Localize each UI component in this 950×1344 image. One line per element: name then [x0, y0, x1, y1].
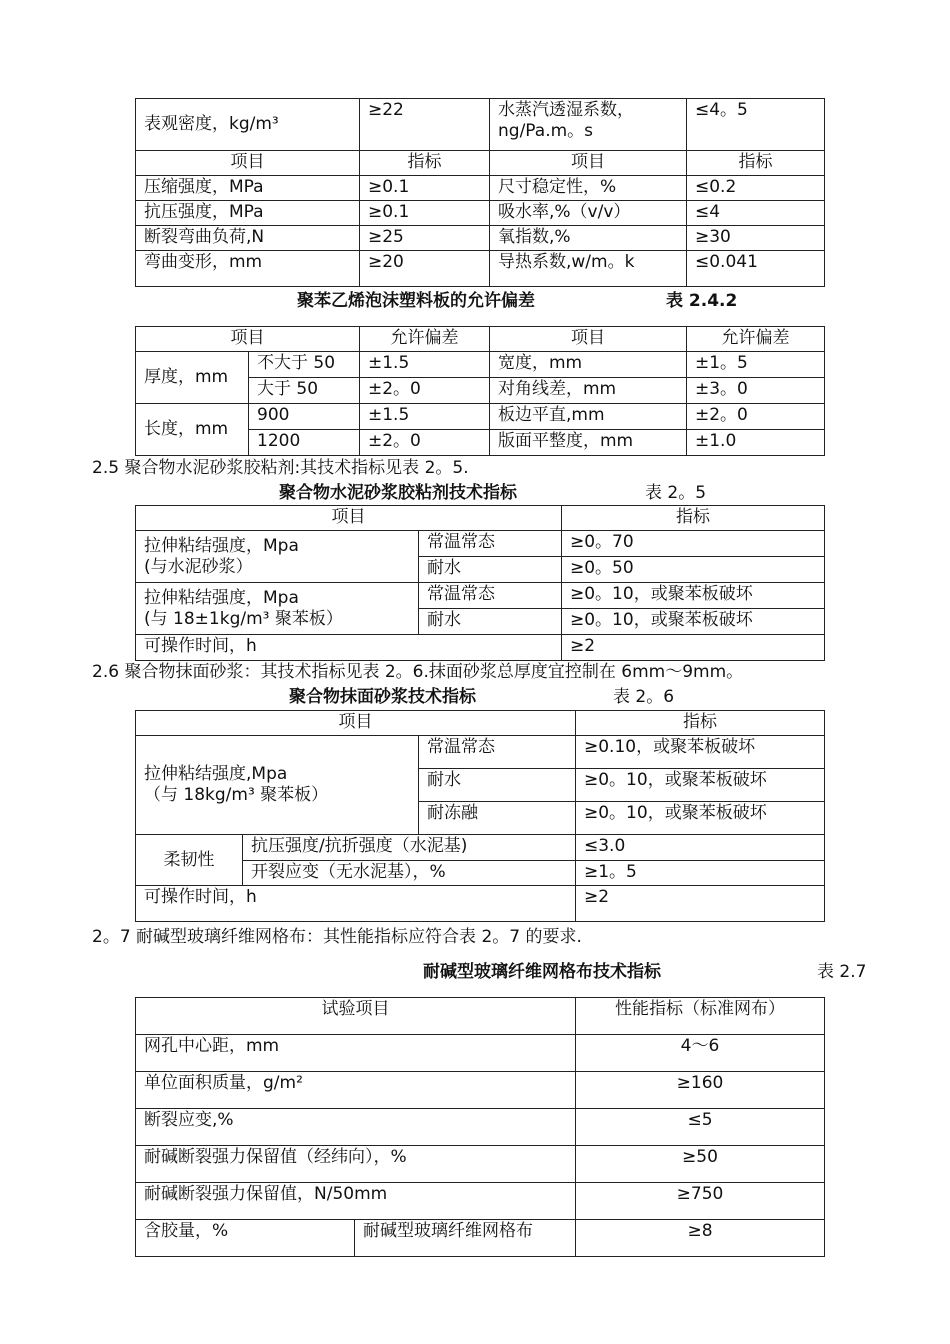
table-row: [136, 736, 825, 769]
cell: 耐冻融: [419, 802, 576, 835]
cell: ≥160: [576, 1072, 825, 1109]
table-row: [136, 251, 825, 287]
header-cell: 项目: [490, 327, 687, 352]
cell: 版面平整度，mm: [490, 430, 687, 456]
paragraph-2-5: 2.5 聚合物水泥砂浆胶粘剂:其技术指标见表 2。5.: [92, 458, 469, 478]
cell: ±2。0: [687, 404, 825, 430]
cell: 常温常态: [419, 583, 562, 609]
table-row: [136, 583, 825, 609]
cell: ≥0。50: [562, 557, 825, 583]
cell: 导热系数,w/m。k: [490, 251, 687, 287]
cell: 吸水率,%（v/v）: [490, 201, 687, 226]
cell: 尺寸稳定性，%: [490, 176, 687, 201]
insulation-board-properties-table: [135, 98, 825, 287]
cell: 常温常态: [419, 736, 576, 769]
cell: ≥0。70: [562, 531, 825, 557]
header-cell: 指标: [360, 151, 490, 176]
cell: 耐碱型玻璃纤维网格布: [355, 1220, 576, 1257]
cell: 水蒸汽透湿系数， ng/Pa.m。s: [490, 99, 687, 151]
cell: ±3。0: [687, 378, 825, 404]
cell: 耐水: [419, 557, 562, 583]
adhesive-spec-table: [135, 505, 825, 661]
paragraph-2-7: 2。7 耐碱型玻璃纤维网格布：其性能指标应符合表 2。7 的要求.: [92, 927, 582, 947]
table-caption: 聚苯乙烯泡沫塑料板的允许偏差: [297, 291, 535, 311]
cell: 可操作时间，h: [136, 635, 562, 661]
cell: 耐水: [419, 609, 562, 635]
cell: ≥2: [576, 886, 825, 922]
table-row: [136, 1072, 825, 1109]
cell: ≤0.2: [687, 176, 825, 201]
group-label: 拉伸粘结强度，Mpa (与 18±1kg/m³ 聚苯板）: [136, 583, 419, 635]
table-row: [136, 352, 825, 378]
table-row: [136, 886, 825, 922]
cell: 宽度，mm: [490, 352, 687, 378]
cell: 耐碱断裂强力保留值（经纬向），%: [136, 1146, 576, 1183]
cell: 板边平直,mm: [490, 404, 687, 430]
cell: ±1.0: [687, 430, 825, 456]
allowable-deviation-table: [135, 326, 825, 456]
cell: 网孔中心距，mm: [136, 1035, 576, 1072]
group-label: 拉伸粘结强度，Mpa (与水泥砂浆）: [136, 531, 419, 583]
table-caption: 耐碱型玻璃纤维网格布技术指标: [423, 962, 661, 982]
table-row: [136, 1146, 825, 1183]
table-row: [136, 226, 825, 251]
header-cell: 性能指标（标准网布）: [576, 998, 825, 1035]
cell: ≥2: [562, 635, 825, 661]
header-cell: 项目: [490, 151, 687, 176]
header-cell: 指标: [687, 151, 825, 176]
table-number: 表 2.4.2: [666, 291, 738, 311]
cell: 氧指数,%: [490, 226, 687, 251]
cell: ≥0.1: [360, 201, 490, 226]
cell: 大于 50: [249, 378, 360, 404]
cell: ≥8: [576, 1220, 825, 1257]
cell: 不大于 50: [249, 352, 360, 378]
table-caption: 聚合物抹面砂浆技术指标: [289, 687, 476, 707]
header-cell: 项目: [136, 151, 360, 176]
cell: ±1。5: [687, 352, 825, 378]
cell: 1200: [249, 430, 360, 456]
header-cell: 项目: [136, 506, 562, 531]
group-label: 拉伸粘结强度,Mpa （与 18kg/m³ 聚苯板）: [136, 736, 419, 835]
cell: ≥750: [576, 1183, 825, 1220]
cell: 开裂应变（无水泥基），%: [243, 861, 576, 886]
group-label: 柔韧性: [136, 835, 243, 886]
cell: ≤3.0: [576, 835, 825, 861]
cell: 耐水: [419, 769, 576, 802]
cell: ≥0。10，或聚苯板破坏: [562, 583, 825, 609]
cell: ≥25: [360, 226, 490, 251]
table-row: [136, 176, 825, 201]
cell: ≤0.041: [687, 251, 825, 287]
table-row: [136, 635, 825, 661]
cell: ±2。0: [360, 378, 490, 404]
table-row: [136, 201, 825, 226]
cell: 抗压强度，MPa: [136, 201, 360, 226]
render-mortar-spec-table: [135, 710, 825, 922]
cell: 抗压强度/抗折强度（水泥基): [243, 835, 576, 861]
cell: ≥20: [360, 251, 490, 287]
header-cell: 允许偏差: [687, 327, 825, 352]
table-row: [136, 1220, 825, 1257]
cell: ≤4。5: [687, 99, 825, 151]
table-number: 表 2。6: [613, 687, 675, 707]
cell: ≥1。5: [576, 861, 825, 886]
cell: ≥0.10，或聚苯板破坏: [576, 736, 825, 769]
table-row: [136, 1109, 825, 1146]
cell: 表观密度，kg/m³: [136, 99, 360, 151]
table-row: [136, 404, 825, 430]
cell: 4～6: [576, 1035, 825, 1072]
cell: ≥22: [360, 99, 490, 151]
group-label: 长度，mm: [136, 404, 249, 456]
cell: ≤4: [687, 201, 825, 226]
paragraph-2-6: 2.6 聚合物抹面砂浆：其技术指标见表 2。6.抹面砂浆总厚度宜控制在 6mm～9mm。: [92, 662, 744, 682]
mesh-spec-table: [135, 997, 825, 1257]
group-label: 厚度，mm: [136, 352, 249, 404]
cell: ±2。0: [360, 430, 490, 456]
cell: 单位面积质量，g/m²: [136, 1072, 576, 1109]
cell: ≥50: [576, 1146, 825, 1183]
header-cell: 项目: [136, 711, 576, 736]
table-number: 表 2.7: [817, 962, 867, 982]
cell: ±1.5: [360, 404, 490, 430]
cell: 断裂弯曲负荷,N: [136, 226, 360, 251]
cell: 对角线差，mm: [490, 378, 687, 404]
cell: 压缩强度，MPa: [136, 176, 360, 201]
header-cell: 指标: [576, 711, 825, 736]
table-number: 表 2。5: [645, 483, 707, 503]
cell: ±1.5: [360, 352, 490, 378]
header-cell: 试验项目: [136, 998, 576, 1035]
cell: 耐碱断裂强力保留值，N/50mm: [136, 1183, 576, 1220]
cell: 断裂应变,%: [136, 1109, 576, 1146]
header-cell: 项目: [136, 327, 360, 352]
table-row: [136, 531, 825, 557]
table-row: [136, 835, 825, 861]
cell: 含胶量，%: [136, 1220, 355, 1257]
cell: ≥0。10，或聚苯板破坏: [576, 769, 825, 802]
cell: ≥30: [687, 226, 825, 251]
table-row: [136, 1183, 825, 1220]
cell: ≤5: [576, 1109, 825, 1146]
cell: ≥0.1: [360, 176, 490, 201]
cell: 900: [249, 404, 360, 430]
cell: 弯曲变形，mm: [136, 251, 360, 287]
cell: ≥0。10，或聚苯板破坏: [576, 802, 825, 835]
cell: 可操作时间，h: [136, 886, 576, 922]
header-cell: 允许偏差: [360, 327, 490, 352]
header-cell: 指标: [562, 506, 825, 531]
cell: ≥0。10，或聚苯板破坏: [562, 609, 825, 635]
cell: 常温常态: [419, 531, 562, 557]
table-row: [136, 1035, 825, 1072]
table-caption: 聚合物水泥砂浆胶粘剂技术指标: [279, 483, 517, 503]
